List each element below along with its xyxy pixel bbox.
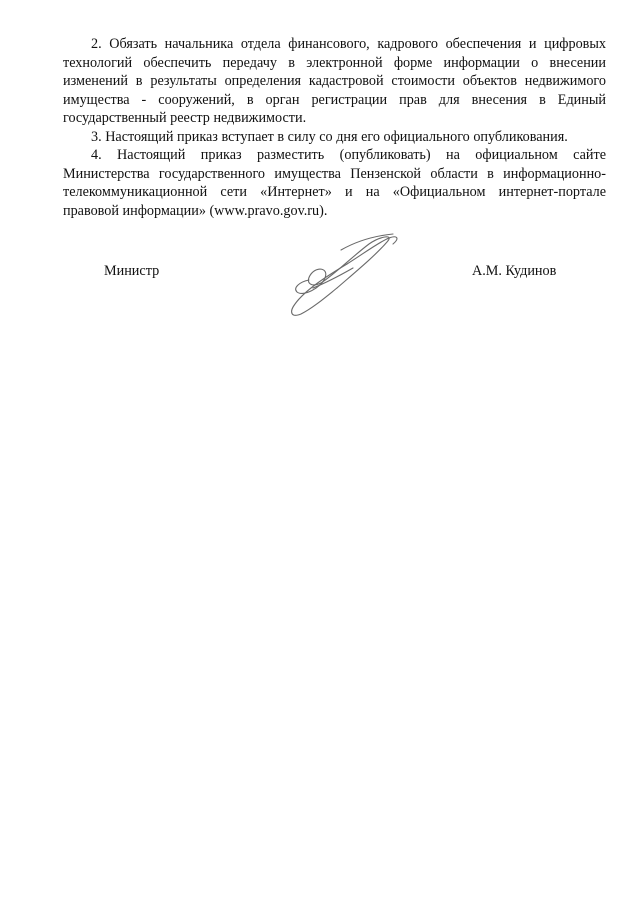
- paragraph-item-4: 4. Настоящий приказ разместить (опубликовать) на официальном сайте Министерства государственного имущества Пензенской области в информационно-телекоммуникационной сети «Интернет» и на «Официальном интернет-портале правовой информации» (www.pravo.gov.ru).: [63, 147, 606, 219]
- signer-name: А.М. Кудинов: [472, 263, 557, 279]
- document-body: [63, 35, 606, 220]
- signature-block: [0, 262, 640, 282]
- signer-position: Министр: [104, 263, 160, 279]
- paragraph-item-3: 3. Настоящий приказ вступает в силу со дня его официального опубликования.: [91, 128, 568, 145]
- paragraph-item-2: 2. Обязать начальника отдела финансового, кадрового обеспечения и цифровых технологий обеспечить передачу в электронной форме информации о внесении изменений в результаты определения кадастровой стоимости объектов недвижимого имущества - сооружений, в орган регистрации прав для внесения в Единый государственный реестр недвижимости.: [63, 36, 606, 126]
